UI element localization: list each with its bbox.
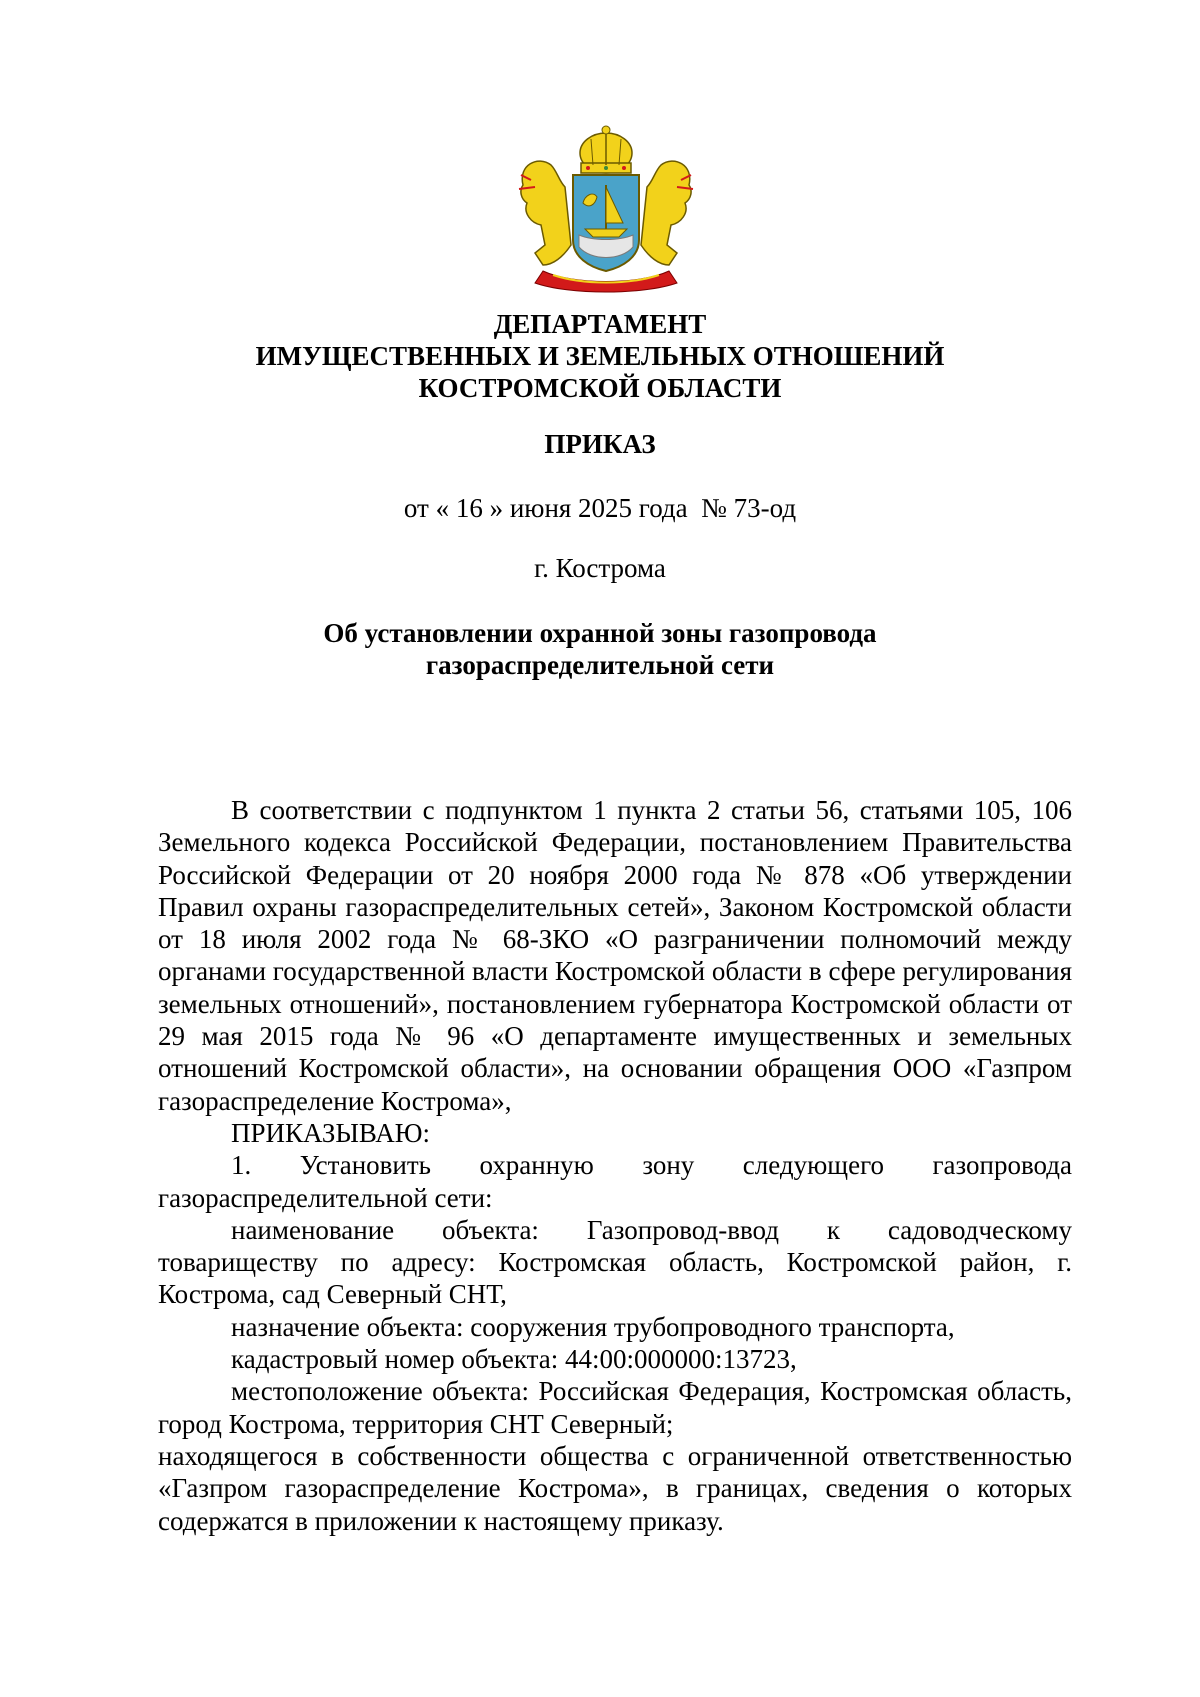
crown-icon (580, 126, 632, 173)
date-and-number: от « 16 » июня 2025 года № 73-од (403, 493, 797, 523)
preamble-paragraph: В соответствии с подпунктом 1 пункта 2 статьи 56, статьями 105, 106 Земельного кодекса Российской Федерации, постановлением Правительства Российской Федерации от 20 ноября 2000 года № 878 «Об утверждении Правил охраны газораспределительных сетей», Законом Костромской области от 18 июля 2002 года № 68-ЗКО «О разграничении полномочий между органами государственной власти Костромской области в сфере регулирования земельных отношений», постановлением губернатора Костромской области от 29 мая 2015 года № 96 «О департаменте имущественных и земельных отношений Костромской области», на основании обращения ООО «Газпром газораспределение Кострома», (158, 795, 1072, 1116)
order-title (0, 617, 1200, 681)
header-line-3: КОСТРОМСКОЙ ОБЛАСТИ (418, 373, 782, 403)
shield-icon (573, 175, 639, 271)
right-lion-supporter (641, 161, 693, 265)
header-line-1: ДЕПАРТАМЕНТ (493, 309, 707, 339)
ribbon-icon (535, 271, 677, 292)
object-location: местоположение объекта: Российская Федерация, Костромская область, город Кострома, территория СНТ Северный; (158, 1376, 1072, 1439)
cadastral-number: кадастровый номер объекта: 44:00:000000:13723, (231, 1344, 797, 1375)
header-line-2: ИМУЩЕСТВЕННЫХ И ЗЕМЕЛЬНЫХ ОТНОШЕНИЙ (255, 341, 945, 371)
ownership-paragraph: находящегося в собственности общества с ограниченной ответственностью «Газпром газораспределение Кострома», в границах, сведения о которых содержатся в приложении к настоящему приказу. (158, 1440, 1072, 1536)
order-keyword: ПРИКАЗЫВАЮ: (231, 1117, 430, 1148)
object-purpose: назначение объекта: сооружения трубопроводного транспорта, (231, 1311, 955, 1342)
object-name: наименование объекта: Газопровод-ввод к садоводческому товариществу по адресу: Костромская область, Костромской район, г. Кострома, сад Северный СНТ, (158, 1214, 1072, 1310)
city: г. Кострома (534, 553, 666, 583)
order-body (158, 794, 1072, 1537)
document-type: ПРИКАЗ (544, 429, 656, 459)
clause-1: 1. Установить охранную зону следующего газопровода газораспределительной сети: (158, 1150, 1072, 1213)
left-lion-supporter (519, 161, 571, 265)
title-line-2: газораспределительной сети (425, 650, 775, 680)
department-name (0, 308, 1200, 404)
title-line-1: Об установлении охранной зоны газопровода (323, 618, 877, 648)
coat-of-arms-emblem (513, 125, 699, 295)
